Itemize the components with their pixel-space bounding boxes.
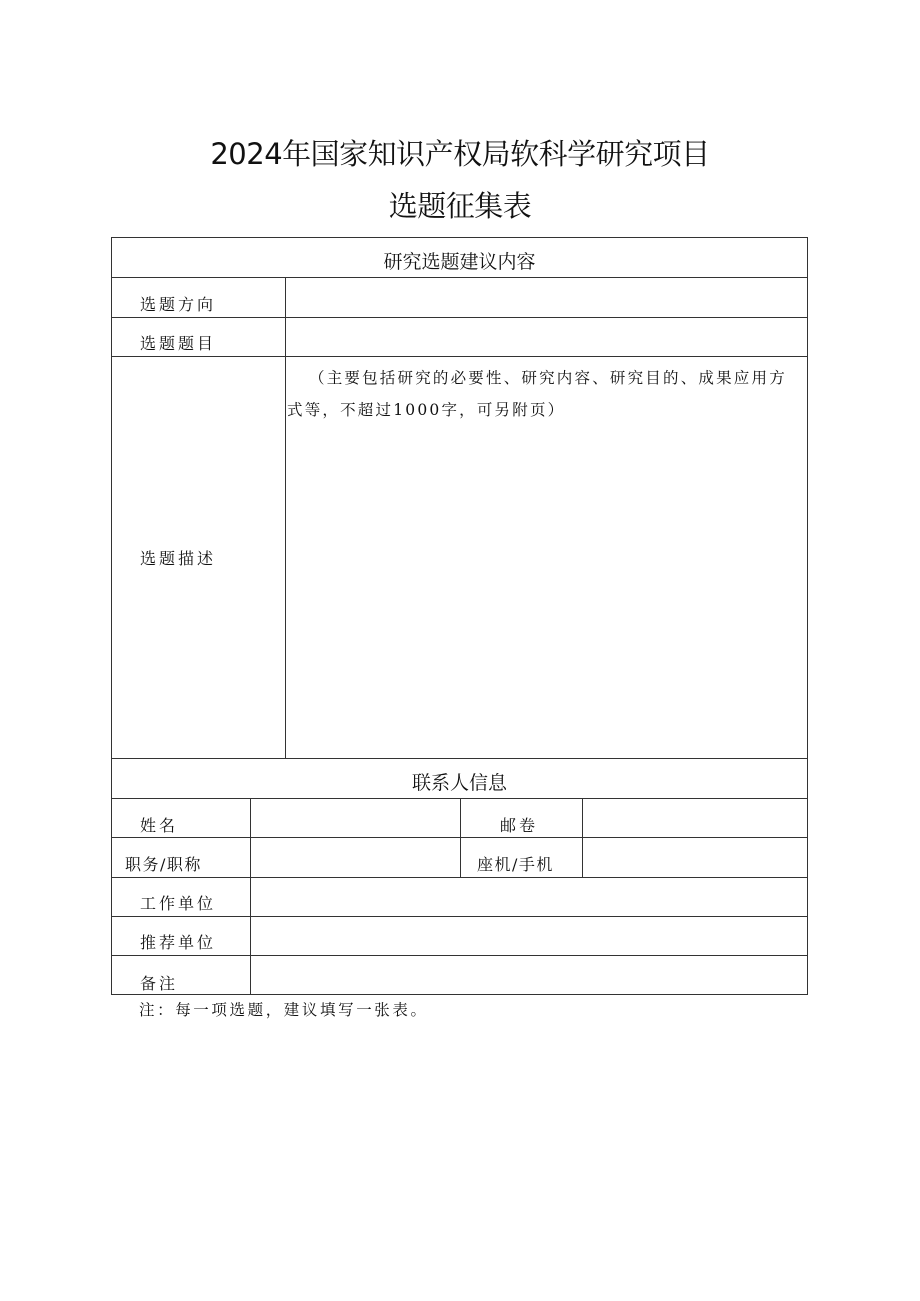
row-divider (112, 317, 807, 318)
workplace-field[interactable] (252, 879, 807, 915)
phone-label: 座机/手机 (477, 855, 554, 874)
row-divider (112, 877, 807, 878)
topic-description-hint: （主要包括研究的必要性、研究内容、研究目的、成果应用方式等，不超过1000字，可另附页） (287, 369, 787, 419)
topic-title-label: 选题题目 (140, 334, 217, 353)
footnote: 注：每一项选题，建议填写一张表。 (139, 1001, 429, 1019)
email-field[interactable] (584, 800, 807, 836)
email-label: 邮卷 (500, 816, 539, 835)
row-divider (112, 955, 807, 956)
topic-title-field[interactable] (287, 319, 807, 355)
row-divider (112, 356, 807, 357)
remarks-field[interactable] (252, 957, 807, 994)
name-field[interactable] (252, 800, 459, 836)
column-divider (285, 277, 286, 758)
phone-field[interactable] (584, 839, 807, 876)
topic-description-field[interactable] (287, 358, 807, 757)
column-divider (250, 798, 251, 994)
row-divider (112, 916, 807, 917)
name-label: 姓名 (140, 816, 179, 835)
topic-section-heading: 研究选题建议内容 (383, 251, 536, 273)
topic-direction-field[interactable] (287, 279, 807, 316)
workplace-label: 工作单位 (140, 894, 217, 913)
contact-section-heading: 联系人信息 (411, 772, 507, 794)
row-divider (112, 758, 807, 759)
column-divider (582, 798, 583, 877)
remarks-label: 备注 (140, 974, 179, 993)
recommender-label: 推荐单位 (140, 933, 217, 952)
topic-description-label: 选题描述 (140, 549, 217, 568)
position-label: 职务/职称 (125, 855, 202, 874)
recommender-field[interactable] (252, 918, 807, 954)
form-title: 2024年国家知识产权局软科学研究项目 (210, 137, 710, 171)
row-divider (112, 277, 807, 278)
form-subtitle: 选题征集表 (388, 189, 532, 223)
topic-collection-form (111, 237, 808, 995)
position-field[interactable] (252, 839, 459, 876)
column-divider (460, 798, 461, 877)
topic-direction-label: 选题方向 (140, 295, 217, 314)
